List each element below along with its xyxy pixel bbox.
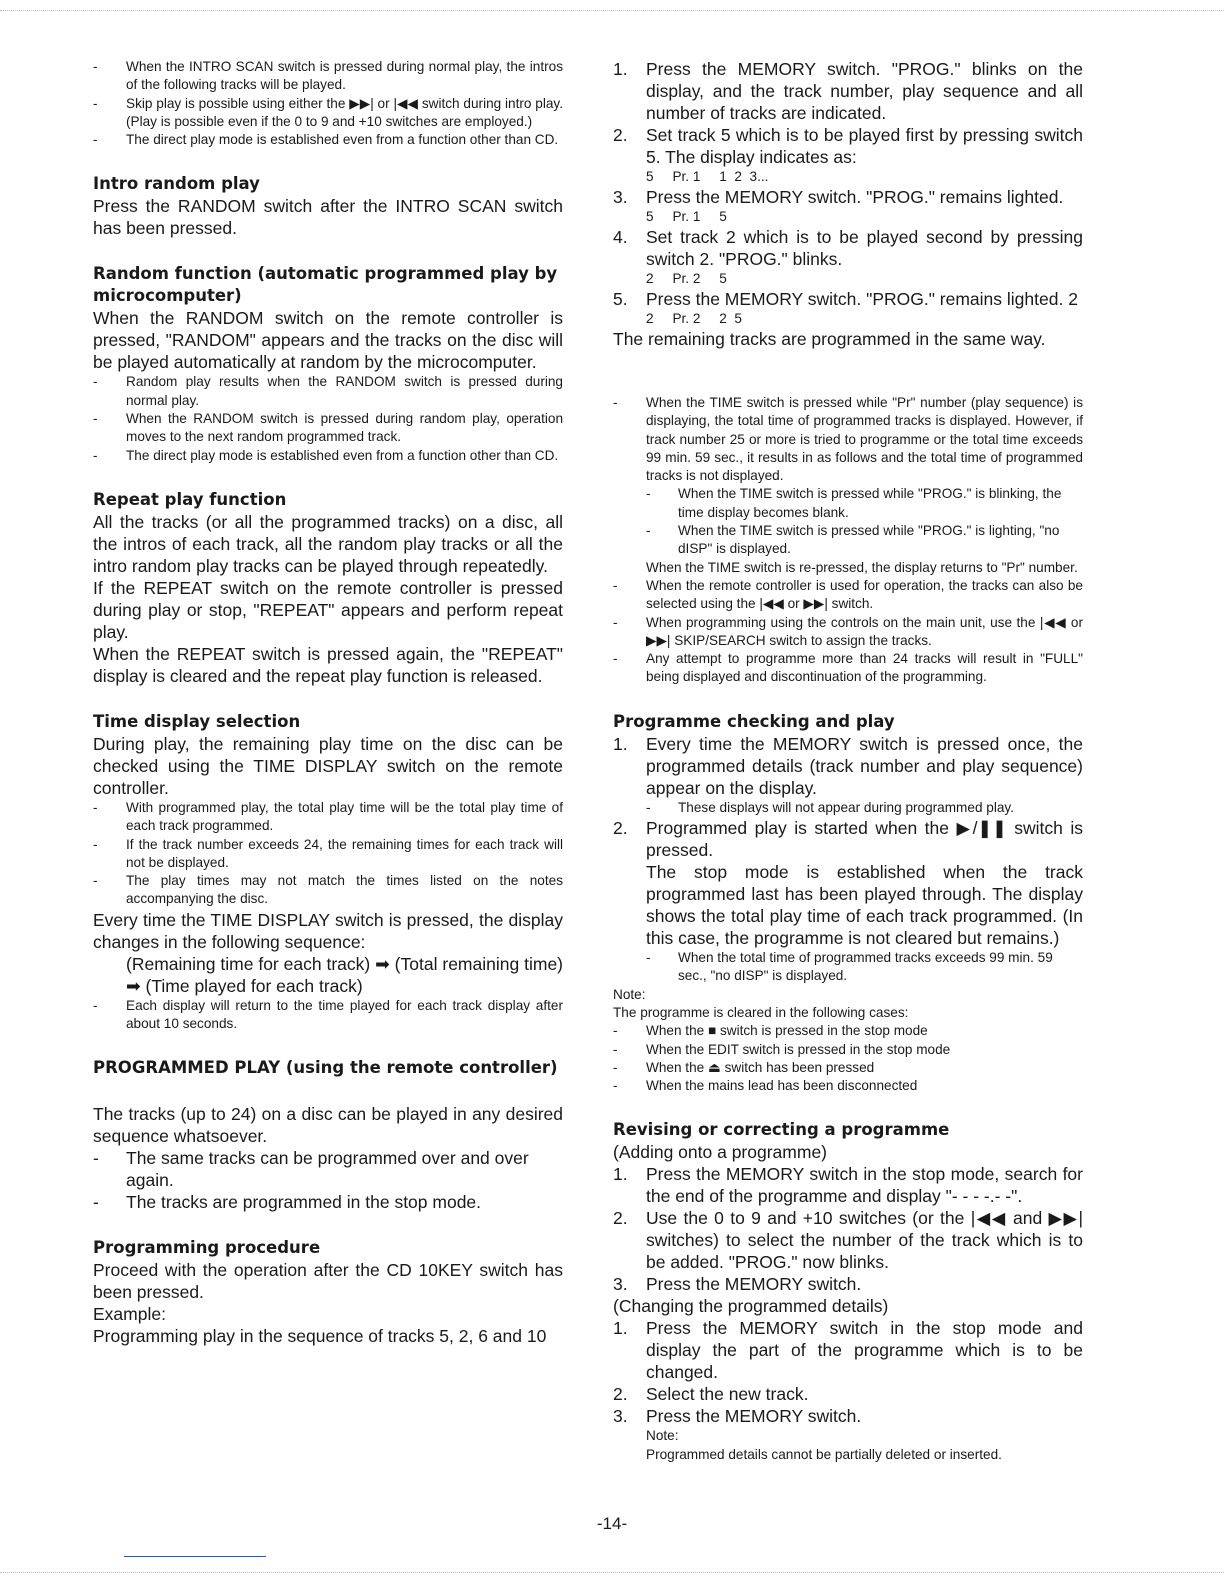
step-text: Press the MEMORY switch. "PROG." remains lighted. 2: [646, 289, 1078, 309]
time-switch-after: When the TIME switch is re-pressed, the display returns to "Pr" number.: [646, 559, 1078, 575]
step-text: Every time the MEMORY switch is pressed once, the programmed details (track number and play sequence) appear on the display.: [646, 733, 1083, 798]
step-number: 1.: [613, 1164, 628, 1185]
note-intro: The programme is cleared in the following cases:: [613, 1004, 909, 1020]
time-note-2: - If the track number exceeds 24, the remaining times for each track will not be displayed.: [93, 836, 563, 873]
remote-note-3: - Any attempt to programme more than 24 tracks will result in "FULL" being displayed and discontinuation of the programming.: [613, 650, 1083, 687]
page-number: -14-: [596, 1514, 628, 1533]
changing-step-3: [613, 1405, 1083, 1427]
step-text: Press the MEMORY switch.: [646, 1406, 862, 1427]
intro-note-2: - Skip play is possible using either the ▶▶| or |◀◀ switch during intro play. (Play is possible even if the 0 to 9 and +10 switches are employed.): [93, 95, 563, 132]
step-number: 2.: [613, 1384, 628, 1405]
step-text: Press the MEMORY switch in the stop mode and display the part of the programme which is to be changed.: [646, 1318, 1083, 1383]
example-text: Programming play in the sequence of tracks 5, 2, 6 and 10: [93, 1326, 547, 1347]
remote-note-1: - When the remote controller is used for operation, the tracks can also be selected using the |◀◀ or ▶▶| switch.: [613, 577, 1083, 614]
prog-step-4: [613, 226, 1083, 270]
revising-note-label: Note:: [646, 1428, 679, 1444]
step-number: 5.: [613, 289, 628, 309]
adding-step-2: [613, 1207, 1083, 1273]
time-display-sequence: (Remaining time for each track) ➡ (Total remaining time) ➡ (Time played for each track): [126, 953, 563, 996]
clear-case-1: - When the ■ switch is pressed in the stop mode: [613, 1022, 1083, 1040]
note-label: Note:: [613, 986, 646, 1002]
step-text: Press the MEMORY switch. "PROG." blinks on the display, and the track number, play sequence and all number of tracks are indicated.: [646, 59, 1083, 123]
repeat-text-2: If the REPEAT switch on the remote controller is pressed during play or stop, "REPEAT" appears and perform repeat play.: [93, 577, 563, 642]
heading-repeat: Repeat play function: [93, 489, 287, 509]
clear-case-4: - When the mains lead has been disconnected: [613, 1077, 1083, 1095]
footer-rule: [124, 1556, 266, 1557]
random-note-1: - Random play results when the RANDOM switch is pressed during normal play.: [93, 373, 563, 410]
step-text: Set track 5 which is to be played first by pressing switch 5. The display indicates as:: [646, 125, 1083, 167]
random-note-2: - When the RANDOM switch is pressed during random play, operation moves to the next random programmed track.: [93, 410, 563, 447]
heading-programme-checking: Programme checking and play: [613, 711, 895, 731]
step-text: Press the MEMORY switch in the stop mode, search for the end of the programme and display "- - - -.- -".: [646, 1164, 1083, 1207]
random-text: When the RANDOM switch on the remote controller is pressed, "RANDOM" appears and the tracks on the disc will be played automatically at random by the microcomputer.: [93, 308, 563, 373]
heading-programmed-play: PROGRAMMED PLAY (using the remote controller): [93, 1058, 558, 1078]
step-text: Programmed play is started when the ▶/❚❚ switch is pressed.: [646, 818, 1083, 861]
adding-step-3: [613, 1273, 1083, 1295]
step-number: 1.: [613, 733, 628, 754]
changing-label: (Changing the programmed details): [613, 1296, 889, 1317]
step-number: 2.: [613, 818, 628, 839]
adding-step-1: [613, 1163, 1083, 1207]
revising-note-text: Programmed details cannot be partially deleted or inserted.: [646, 1446, 1002, 1462]
step-number: 4.: [613, 227, 628, 247]
heading-time-display: Time display selection: [93, 711, 301, 731]
left-column: [93, 58, 563, 1347]
check-step-2-note: - When the total time of programmed tracks exceeds 99 min. 59 sec., "no dISP" is displayed.: [646, 949, 1083, 986]
intro-note-3: - The direct play mode is established even from a function other than CD.: [93, 131, 563, 149]
time-note-last: - Each display will return to the time played for each track display after about 10 seconds.: [93, 997, 563, 1034]
prog-step-3: [613, 186, 1083, 208]
remote-note-2: - When programming using the controls on the main unit, use the |◀◀ or ▶▶| SKIP/SEARCH switch to assign the tracks.: [613, 614, 1083, 651]
heading-revising: Revising or correcting a programme: [613, 1120, 950, 1140]
programmed-bullet-1: - The same tracks can be programmed over and over again.: [93, 1147, 563, 1191]
intro-note-1: - When the INTRO SCAN switch is pressed during normal play, the intros of the following tracks will be played.: [93, 58, 563, 95]
time-switch-note: - When the TIME switch is pressed while "Pr" number (play sequence) is displaying, the total time of programmed tracks is displayed. However, if track number 25 or more is tried to programme or the total time exceeds 99 min. 59 sec., it results in as follows and the total time of programmed tracks is not displayed.: [613, 394, 1083, 485]
heading-random: Random function (automatic programmed play by microcomputer): [93, 264, 558, 306]
adding-label: (Adding onto a programme): [613, 1142, 827, 1163]
heading-intro-random: Intro random play: [93, 174, 260, 194]
procedure-text: Proceed with the operation after the CD 10KEY switch has been pressed.: [93, 1260, 563, 1303]
example-label: Example:: [93, 1304, 166, 1325]
clear-case-3: - When the ⏏ switch has been pressed: [613, 1059, 1083, 1077]
check-step-2-cont: The stop mode is established when the track programmed last has been played through. The display shows the total play time of each track programmed. (In this case, the programme is not cleared but remains.): [646, 862, 1083, 949]
step-number: 1.: [613, 1318, 628, 1339]
right-column: [613, 58, 1083, 1464]
display-readout-2: 5 Pr. 1 1 2 3...: [646, 169, 769, 184]
time-note-1: - With programmed play, the total play time will be the total play time of each track programmed.: [93, 799, 563, 836]
step-text: Press the MEMORY switch.: [646, 1274, 862, 1295]
prog-step-2: [613, 124, 1083, 168]
repeat-text-1: All the tracks (or all the programmed tracks) on a disc, all the intros of each track, all the random play tracks or all the intro random play tracks can be played through repeatedly.: [93, 511, 563, 576]
step-text: Use the 0 to 9 and +10 switches (or the |◀◀ and ▶▶| switches) to select the number of the track which is to be added. "PROG." now blinks.: [646, 1208, 1083, 1273]
random-note-3: - The direct play mode is established even from a function other than CD.: [93, 447, 563, 465]
step-text: Set track 2 which is to be played second by pressing switch 2. "PROG." blinks.: [646, 227, 1083, 269]
step-number: 2.: [613, 1208, 628, 1229]
heading-programming-procedure: Programming procedure: [93, 1238, 321, 1258]
display-readout-4: 2 Pr. 2 5: [646, 271, 727, 286]
time-switch-subnote-1: - When the TIME switch is pressed while "PROG." is blinking, the time display becomes blank.: [646, 485, 1083, 522]
steps-tail: The remaining tracks are programmed in the same way.: [613, 329, 1046, 349]
time-switch-subnote-2: - When the TIME switch is pressed while "PROG." is lighting, "no dISP" is displayed.: [646, 522, 1083, 559]
programmed-bullet-2: - The tracks are programmed in the stop mode.: [93, 1191, 563, 1213]
prog-step-1: [613, 58, 1083, 124]
time-display-text: During play, the remaining play time on the disc can be checked using the TIME DISPLAY switch on the remote controller.: [93, 733, 563, 798]
step-number: 3.: [613, 1406, 628, 1427]
step-number: 3.: [613, 1274, 628, 1295]
changing-step-2: [613, 1383, 1083, 1405]
intro-random-text: Press the RANDOM switch after the INTRO SCAN switch has been pressed.: [93, 196, 563, 239]
clear-case-2: - When the EDIT switch is pressed in the stop mode: [613, 1041, 1083, 1059]
time-note-3: - The play times may not match the times listed on the notes accompanying the disc.: [93, 872, 563, 909]
step-text: Select the new track.: [646, 1384, 809, 1405]
display-readout-3: 5 Pr. 1 5: [646, 209, 727, 224]
check-step-2: [613, 817, 1083, 861]
time-display-text-2: Every time the TIME DISPLAY switch is pressed, the display changes in the following sequence:: [93, 909, 563, 952]
display-readout-5: 2 Pr. 2 2 5: [646, 311, 742, 326]
changing-step-1: [613, 1317, 1083, 1383]
check-step-1: [613, 733, 1083, 799]
programmed-text: The tracks (up to 24) on a disc can be played in any desired sequence whatsoever.: [93, 1104, 563, 1147]
step-number: 3.: [613, 187, 628, 207]
repeat-text-3: When the REPEAT switch is pressed again, the "REPEAT" display is cleared and the repeat play function is released.: [93, 643, 563, 686]
step-text: Press the MEMORY switch. "PROG." remains lighted.: [646, 187, 1064, 207]
check-step-1-note: - These displays will not appear during programmed play.: [646, 799, 1083, 817]
prog-step-5: [613, 288, 1083, 310]
step-number: 1.: [613, 59, 628, 79]
step-number: 2.: [613, 125, 628, 145]
